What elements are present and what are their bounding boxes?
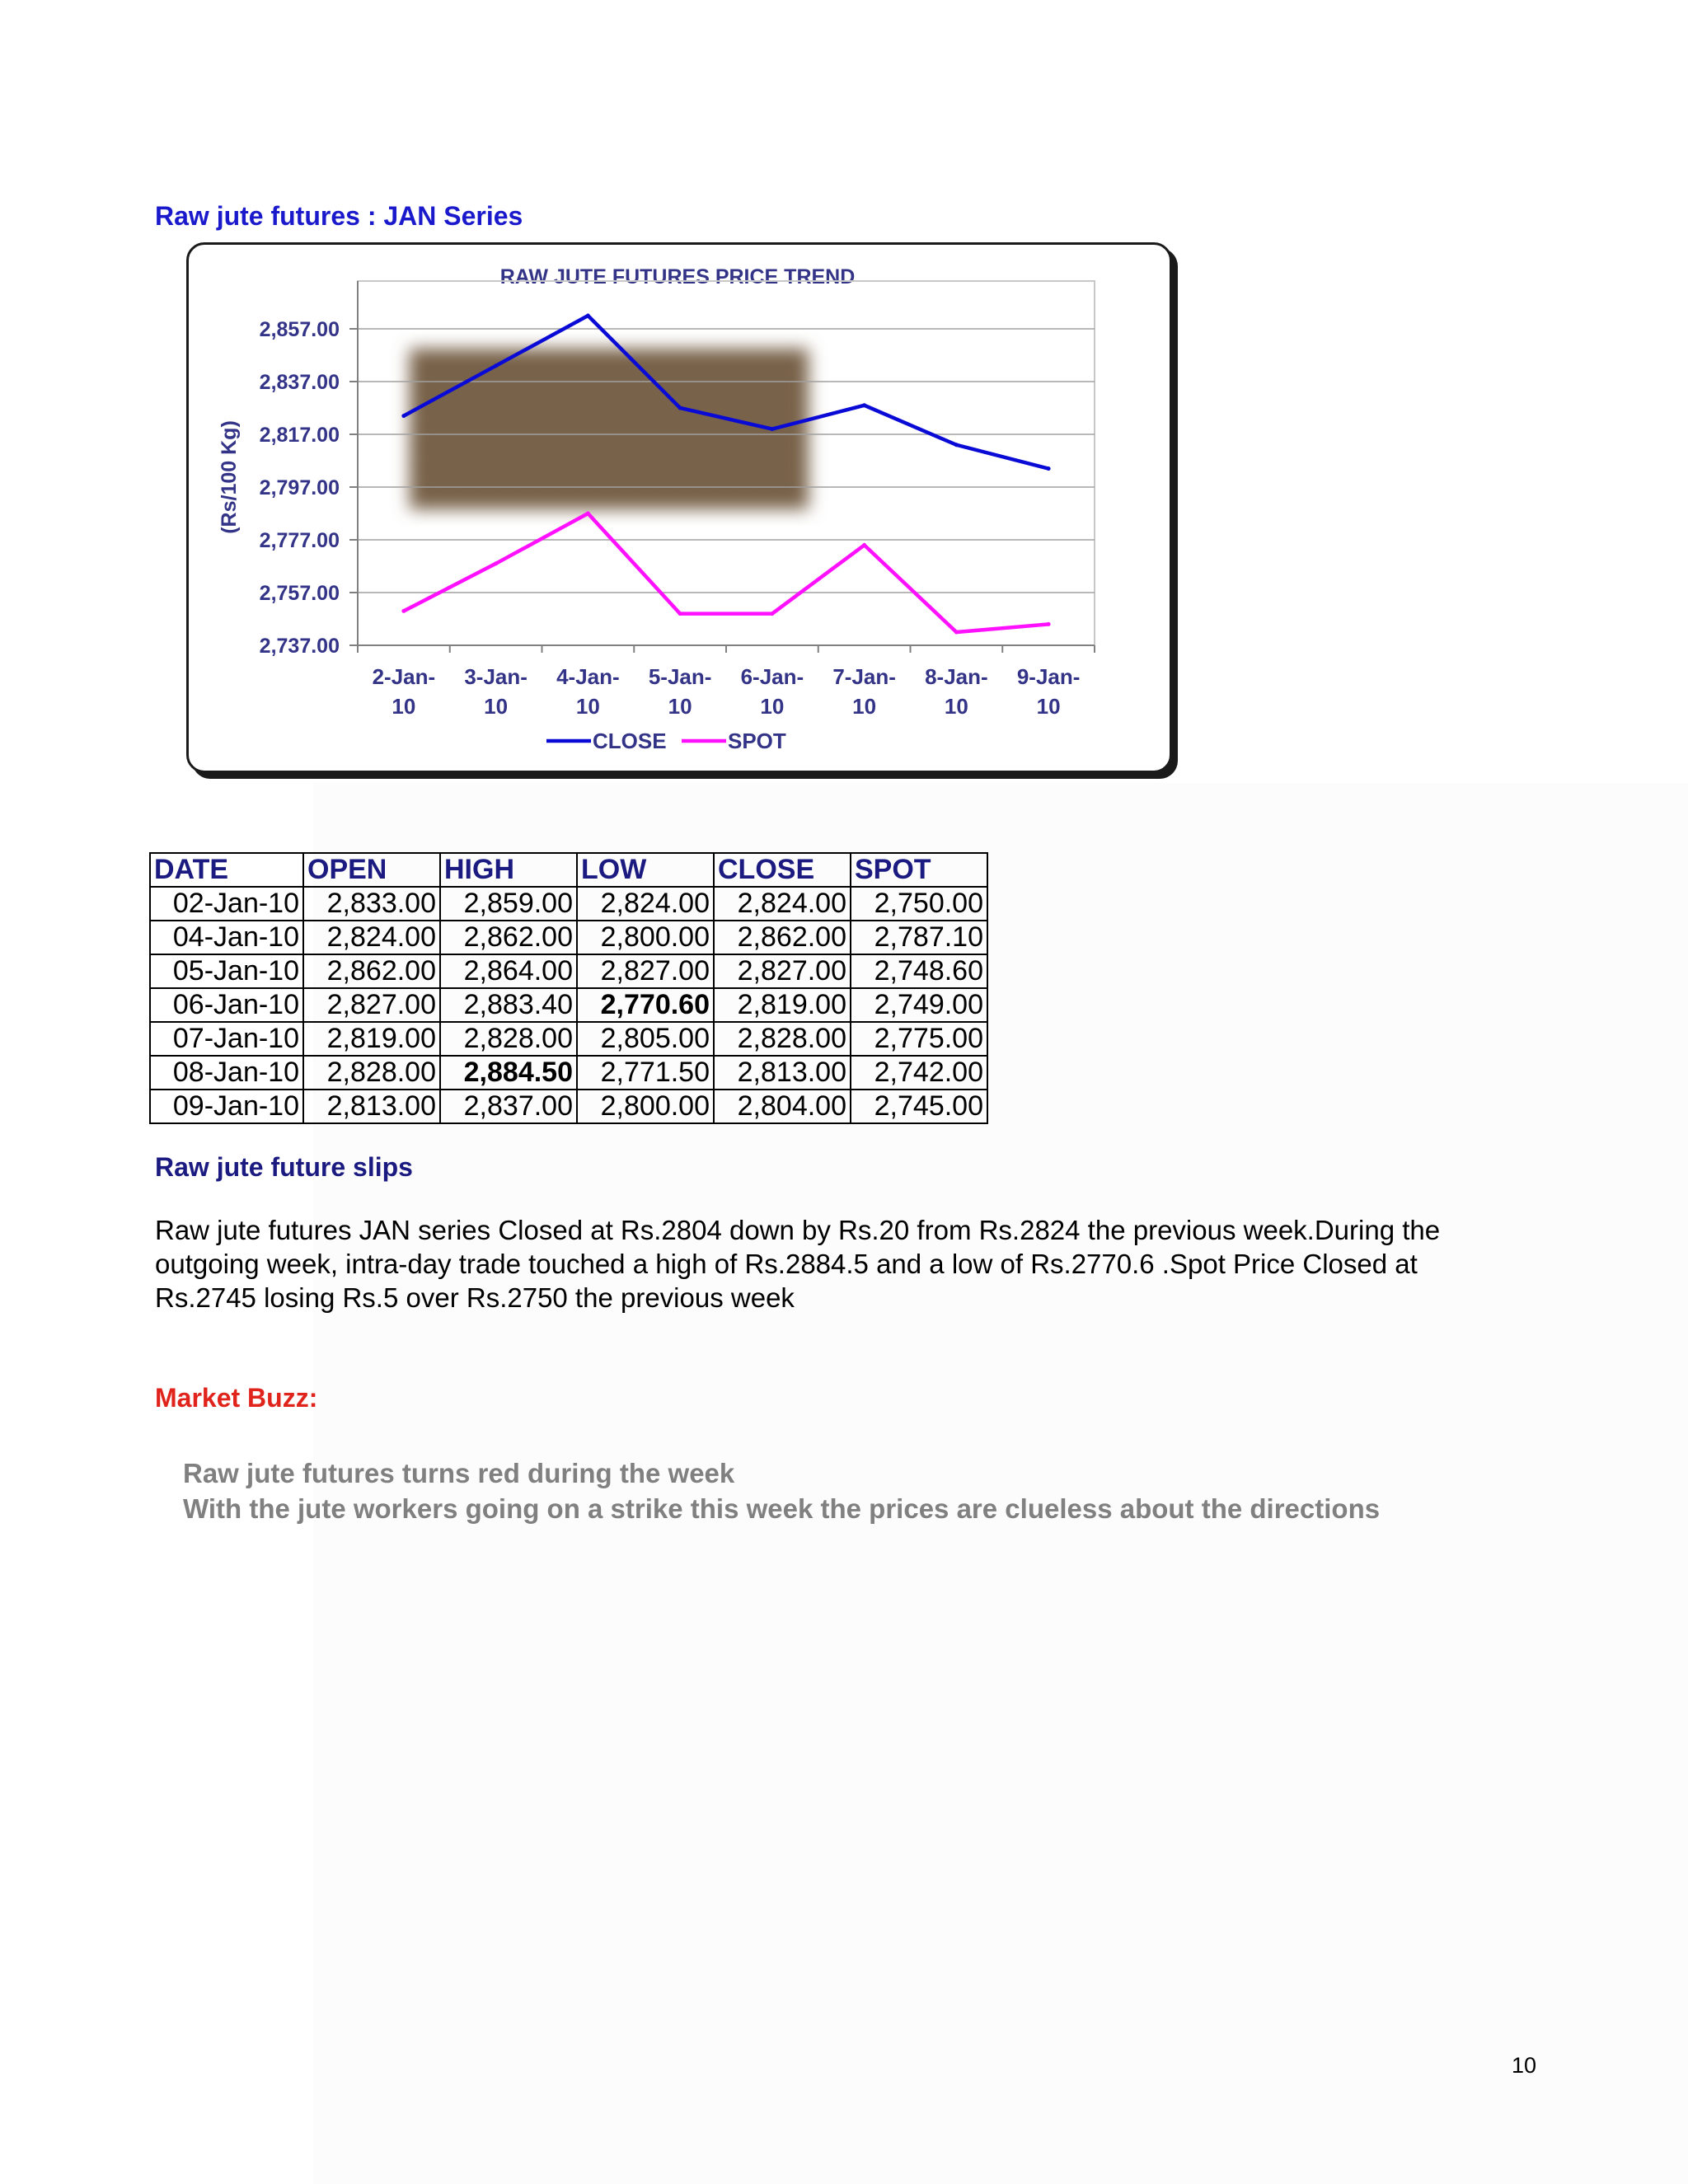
table-cell: 2,771.50 — [577, 1056, 714, 1090]
y-tick-label: 2,837.00 — [259, 371, 340, 394]
x-tick-label: 6-Jan- — [740, 664, 804, 689]
price-trend-chart — [186, 242, 1172, 773]
table-cell: 2,750.00 — [851, 887, 987, 921]
table-cell: 2,837.00 — [440, 1090, 577, 1123]
data-point-spot — [1047, 622, 1051, 626]
data-point-close — [494, 363, 498, 368]
table-cell: 2,800.00 — [577, 1090, 714, 1123]
table-cell: 2,827.00 — [577, 954, 714, 988]
market-buzz-list — [183, 1455, 1380, 1526]
table-cell: 2,770.60 — [577, 988, 714, 1022]
table-cell: 2,828.00 — [440, 1022, 577, 1056]
table-cell: 2,742.00 — [851, 1056, 987, 1090]
table-cell: 06-Jan-10 — [150, 988, 303, 1022]
slips-title: Raw jute future slips — [155, 1152, 413, 1182]
table-cell: 2,804.00 — [714, 1090, 851, 1123]
data-point-close — [401, 414, 406, 418]
data-point-spot — [862, 543, 866, 547]
table-row — [150, 921, 987, 954]
table-cell: 2,819.00 — [714, 988, 851, 1022]
table-cell: 02-Jan-10 — [150, 887, 303, 921]
table-cell: 2,805.00 — [577, 1022, 714, 1056]
table-cell: 2,787.10 — [851, 921, 987, 954]
data-point-spot — [678, 612, 682, 616]
table-cell: 2,827.00 — [303, 988, 440, 1022]
y-tick-label: 2,817.00 — [259, 424, 340, 447]
x-tick-label: 10 — [1036, 694, 1061, 719]
market-buzz-title: Market Buzz: — [155, 1383, 318, 1413]
data-point-spot — [494, 561, 498, 565]
data-point-spot — [401, 609, 406, 613]
data-point-close — [586, 314, 590, 318]
column-header: CLOSE — [714, 853, 851, 887]
data-point-spot — [954, 630, 959, 635]
y-tick-label: 2,777.00 — [259, 529, 340, 552]
chart-title: RAW JUTE FUTURES PRICE TREND — [499, 265, 856, 288]
table-cell: 2,749.00 — [851, 988, 987, 1022]
data-point-close — [862, 403, 866, 407]
table-cell: 2,859.00 — [440, 887, 577, 921]
jute-texture-backdrop — [410, 349, 809, 509]
column-header: OPEN — [303, 853, 440, 887]
table-cell: 2,775.00 — [851, 1022, 987, 1056]
data-point-spot — [586, 512, 590, 516]
chart-canvas — [189, 245, 1170, 771]
column-header: SPOT — [851, 853, 987, 887]
table-cell: 2,883.40 — [440, 988, 577, 1022]
y-tick-label: 2,857.00 — [259, 318, 340, 341]
legend-label: SPOT — [728, 729, 786, 753]
column-header: HIGH — [440, 853, 577, 887]
table-cell: 2,819.00 — [303, 1022, 440, 1056]
table-cell: 2,884.50 — [440, 1056, 577, 1090]
column-header: DATE — [150, 853, 303, 887]
slips-paragraph: Raw jute futures JAN series Closed at Rs.2804 down by Rs.20 from Rs.2824 the previous week.During the outgoing week, intra-day trade touched a high of Rs.2884.5 and a low of Rs.2770.6 .Spot Price Closed at Rs.2745 losing Rs.5 over Rs.2750 the previous week — [155, 1215, 1441, 1313]
table-header-row — [150, 853, 987, 887]
table-cell: 2,824.00 — [577, 887, 714, 921]
price-table — [149, 852, 988, 1124]
y-tick-label: 2,737.00 — [259, 635, 340, 658]
table-cell: 2,833.00 — [303, 887, 440, 921]
data-point-close — [770, 427, 774, 431]
x-tick-label: 10 — [944, 694, 968, 719]
y-tick-label: 2,757.00 — [259, 582, 340, 605]
x-tick-label: 10 — [575, 694, 600, 719]
buzz-line: Raw jute futures turns red during the week — [183, 1458, 735, 1488]
table-row — [150, 954, 987, 988]
table-cell: 2,745.00 — [851, 1090, 987, 1123]
data-point-close — [678, 406, 682, 410]
buzz-line: With the jute workers going on a strike this week the prices are clueless about the directions — [183, 1493, 1381, 1524]
series-line-spot — [404, 513, 1048, 632]
table-row — [150, 1090, 987, 1123]
x-tick-label: 4-Jan- — [556, 664, 620, 689]
table-cell: 2,862.00 — [714, 921, 851, 954]
x-tick-label: 10 — [392, 694, 416, 719]
table-cell: 2,828.00 — [303, 1056, 440, 1090]
x-tick-label: 9-Jan- — [1016, 664, 1081, 689]
x-tick-label: 10 — [484, 694, 509, 719]
x-tick-label: 10 — [668, 694, 692, 719]
data-point-close — [1047, 466, 1051, 471]
legend-label: CLOSE — [593, 729, 667, 753]
table-cell: 2,864.00 — [440, 954, 577, 988]
x-tick-label: 10 — [760, 694, 785, 719]
x-tick-label: 8-Jan- — [925, 664, 988, 689]
table-cell: 2,813.00 — [303, 1090, 440, 1123]
table-row — [150, 988, 987, 1022]
table-cell: 2,813.00 — [714, 1056, 851, 1090]
x-tick-label: 3-Jan- — [464, 664, 528, 689]
section-title: Raw jute futures : JAN Series — [155, 201, 523, 231]
column-header: LOW — [577, 853, 714, 887]
page-number: 10 — [1512, 2053, 1537, 2078]
table-cell: 04-Jan-10 — [150, 921, 303, 954]
x-tick-label: 5-Jan- — [648, 664, 712, 689]
y-axis-label: (Rs/100 Kg) — [218, 420, 241, 534]
table-row — [150, 887, 987, 921]
data-point-spot — [770, 612, 774, 616]
table-cell: 05-Jan-10 — [150, 954, 303, 988]
table-cell: 2,748.60 — [851, 954, 987, 988]
y-tick-label: 2,797.00 — [259, 476, 340, 499]
table-cell: 2,827.00 — [714, 954, 851, 988]
table-row — [150, 1056, 987, 1090]
table-cell: 2,824.00 — [714, 887, 851, 921]
table-cell: 08-Jan-10 — [150, 1056, 303, 1090]
table-cell: 2,862.00 — [440, 921, 577, 954]
table-cell: 07-Jan-10 — [150, 1022, 303, 1056]
table-cell: 2,862.00 — [303, 954, 440, 988]
x-tick-label: 2-Jan- — [372, 664, 436, 689]
table-cell: 2,800.00 — [577, 921, 714, 954]
table-cell: 2,828.00 — [714, 1022, 851, 1056]
x-tick-label: 7-Jan- — [832, 664, 896, 689]
table-cell: 09-Jan-10 — [150, 1090, 303, 1123]
data-point-close — [954, 443, 959, 447]
table-cell: 2,824.00 — [303, 921, 440, 954]
x-tick-label: 10 — [852, 694, 877, 719]
table-row — [150, 1022, 987, 1056]
